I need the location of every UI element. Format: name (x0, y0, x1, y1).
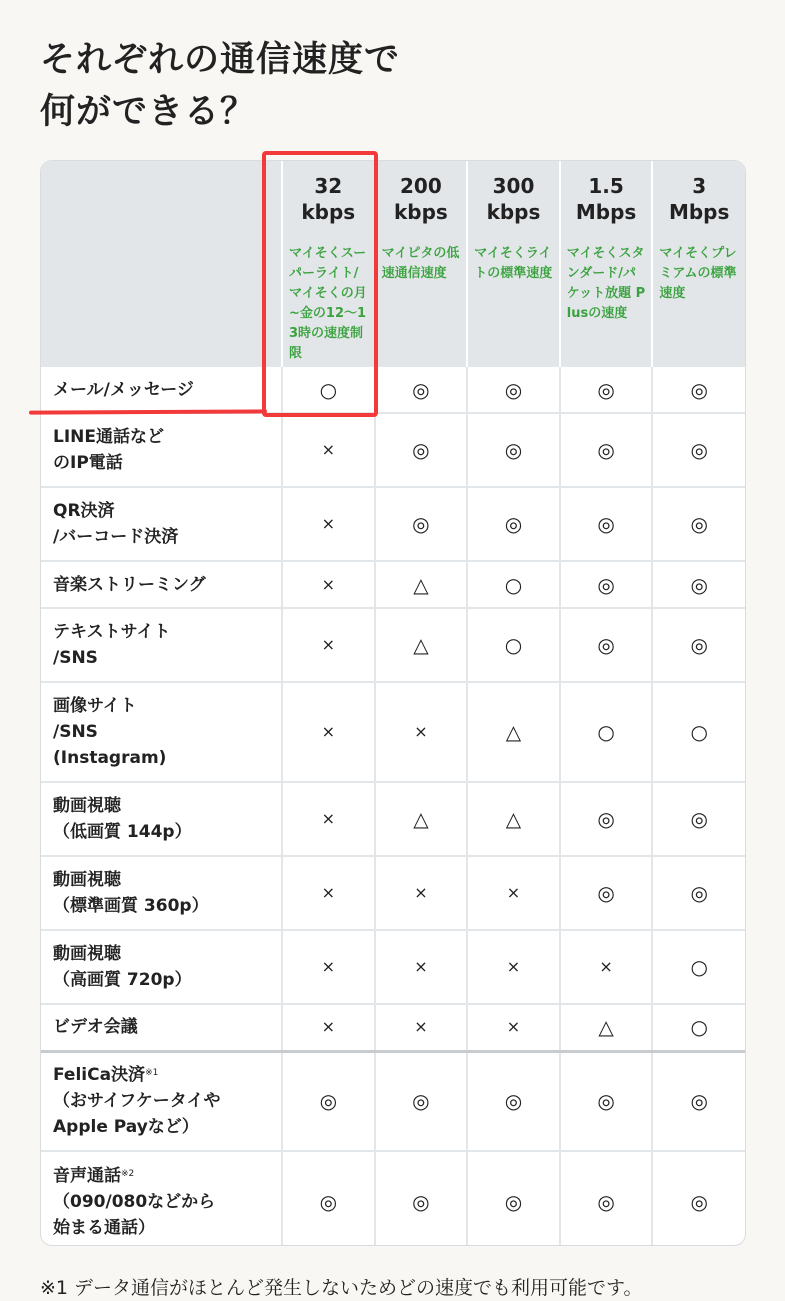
speed-label: 32 kbps (301, 174, 356, 224)
table-row (41, 782, 745, 856)
rating-symbol: ◎ (597, 807, 615, 831)
feature-label: LINE通話など のIP電話 (53, 427, 164, 473)
rating-symbol: ○ (504, 572, 523, 597)
rating-symbol: ○ (319, 377, 338, 402)
footnote-marker: ※2 (121, 1168, 135, 1179)
speed-label: 300 kbps (486, 174, 541, 224)
rating-symbol: × (414, 722, 428, 741)
feature-cell (41, 487, 282, 561)
feature-label: FeliCa決済 (53, 1065, 146, 1086)
rating-cell (652, 682, 745, 782)
rating-cell (467, 856, 560, 930)
rating-symbol: ◎ (597, 572, 615, 597)
rating-cell (560, 1151, 653, 1246)
table-row (41, 366, 745, 413)
rating-symbol: × (506, 957, 521, 976)
page-title (40, 34, 400, 138)
feature-label: 画像サイト /SNS (Instagram) (53, 696, 167, 768)
feature-detail: （090/080などから 始まる通話） (53, 1191, 216, 1238)
rating-cell (282, 682, 375, 782)
rating-symbol: ◎ (504, 512, 523, 536)
header-col-3mbps (652, 161, 745, 366)
rating-cell (652, 366, 745, 413)
rating-symbol: ◎ (597, 1089, 615, 1114)
rating-cell (375, 487, 468, 561)
header-col-1-5mbps (560, 161, 653, 366)
feature-label: 音声通話 (53, 1165, 121, 1186)
rating-symbol: ○ (504, 633, 523, 657)
rating-cell (652, 930, 745, 1004)
rating-cell (282, 1004, 375, 1051)
rating-symbol: ◎ (597, 377, 615, 402)
rating-cell (560, 366, 653, 413)
rating-symbol: ◎ (690, 572, 708, 597)
feature-label: 動画視聴 （低画質 144p） (53, 796, 192, 842)
rating-symbol: ◎ (690, 512, 708, 536)
table-row (41, 856, 745, 930)
rating-cell (560, 1004, 653, 1051)
feature-label: メール/メッセージ (53, 379, 194, 400)
table-row (41, 1151, 745, 1246)
rating-symbol: × (321, 514, 335, 533)
header-col-200kbps (375, 161, 468, 366)
highlight-box (262, 151, 378, 417)
rating-cell (560, 1051, 653, 1151)
rating-symbol: ◎ (319, 1089, 338, 1114)
rating-symbol: △ (505, 720, 522, 744)
rating-symbol: ◎ (412, 1089, 430, 1114)
rating-cell (282, 561, 375, 608)
footnote: ※1 データ通信がほとんど発生しないためどの速度でも利用可能です。 (40, 1277, 643, 1299)
rating-cell (652, 413, 745, 487)
rating-cell (282, 930, 375, 1004)
feature-label: 動画視聴 （標準画質 360p） (53, 870, 209, 916)
rating-cell (282, 1051, 375, 1151)
feature-label: 音楽ストリーミング (53, 574, 206, 595)
rating-cell (560, 930, 653, 1004)
speed-label: 200 kbps (393, 174, 448, 224)
rating-symbol: × (599, 957, 613, 976)
feature-cell (41, 561, 282, 608)
rating-cell (375, 782, 468, 856)
feature-cell (41, 782, 282, 856)
rating-symbol: △ (413, 807, 429, 831)
table-row (41, 413, 745, 487)
rating-symbol: ○ (690, 955, 708, 979)
rating-cell (467, 682, 560, 782)
rating-symbol: ○ (690, 720, 708, 744)
rating-symbol: ◎ (412, 438, 430, 462)
rating-cell (560, 682, 653, 782)
feature-cell (41, 1151, 282, 1246)
rating-cell (560, 561, 653, 608)
table-row (41, 1004, 745, 1051)
rating-cell (467, 930, 560, 1004)
speed-label: 1.5 Mbps (575, 174, 637, 224)
rating-cell (652, 856, 745, 930)
rating-cell (282, 608, 375, 682)
rating-symbol: × (321, 440, 335, 459)
rating-symbol: × (506, 1017, 521, 1037)
rating-cell (282, 487, 375, 561)
rating-cell (375, 930, 468, 1004)
feature-cell (41, 413, 282, 487)
feature-label: 動画視聴 （高画質 720p） (53, 944, 192, 990)
table-row (41, 930, 745, 1004)
rating-symbol: ◎ (690, 438, 708, 462)
feature-detail: （おサイフケータイや Apple Payなど） (53, 1091, 221, 1138)
rating-cell (282, 782, 375, 856)
rating-cell (652, 487, 745, 561)
rating-symbol: × (414, 883, 428, 902)
rating-symbol: × (414, 957, 428, 976)
table-row (41, 561, 745, 608)
rating-cell (560, 487, 653, 561)
rating-symbol: △ (598, 1015, 614, 1040)
rating-symbol: ◎ (597, 1189, 615, 1214)
rating-symbol: × (321, 809, 335, 828)
plan-label: マイそくスーパーライト/マイそくの月~金の12〜13時の速度制限 (289, 246, 367, 361)
rating-symbol: ◎ (597, 438, 615, 462)
rating-symbol: ◎ (597, 633, 615, 657)
rating-cell (467, 1004, 560, 1051)
rating-symbol: ○ (597, 720, 615, 744)
rating-symbol: ◎ (690, 633, 708, 657)
rating-symbol: ◎ (504, 438, 523, 462)
rating-symbol: ◎ (690, 807, 708, 831)
rating-cell (375, 608, 468, 682)
table-header-row (41, 161, 745, 366)
rating-symbol: ◎ (319, 1189, 338, 1214)
rating-cell (560, 608, 653, 682)
rating-cell (282, 1151, 375, 1246)
rating-cell (375, 1004, 468, 1051)
rating-symbol: ◎ (504, 1189, 523, 1214)
feature-cell (41, 682, 282, 782)
rating-cell (467, 1151, 560, 1246)
plan-label: マイそくプレミアムの標準速度 (659, 246, 737, 301)
feature-label: QR決済 /バーコード決済 (53, 501, 179, 547)
rating-cell (375, 1051, 468, 1151)
rating-cell (560, 413, 653, 487)
rating-symbol: △ (413, 572, 429, 597)
rating-cell (467, 1051, 560, 1151)
rating-symbol: × (321, 574, 335, 594)
rating-symbol: ◎ (690, 1089, 708, 1114)
table-row (41, 608, 745, 682)
rating-cell (467, 366, 560, 413)
table-row (41, 1051, 745, 1151)
rating-symbol: × (321, 635, 335, 654)
feature-label: テキストサイト /SNS (53, 622, 171, 668)
rating-symbol: ◎ (690, 377, 708, 402)
rating-symbol: △ (413, 633, 429, 657)
rating-cell (652, 608, 745, 682)
rating-cell (375, 1151, 468, 1246)
feature-cell (41, 856, 282, 930)
feature-cell (41, 608, 282, 682)
speed-label: 3 Mbps (668, 174, 730, 224)
rating-symbol: ◎ (504, 1089, 523, 1114)
rating-symbol: ○ (690, 1015, 708, 1040)
rating-cell (375, 366, 468, 413)
feature-label: ビデオ会議 (53, 1017, 138, 1038)
rating-symbol: × (321, 957, 335, 976)
rating-cell (375, 413, 468, 487)
table-row (41, 487, 745, 561)
rating-cell (560, 782, 653, 856)
rating-symbol: ◎ (690, 881, 708, 905)
rating-cell (467, 782, 560, 856)
rating-symbol: △ (505, 807, 522, 831)
rating-cell (652, 1151, 745, 1246)
rating-cell (467, 413, 560, 487)
rating-cell (652, 782, 745, 856)
header-col-300kbps (467, 161, 560, 366)
rating-symbol: ◎ (412, 377, 430, 402)
rating-symbol: ◎ (412, 512, 430, 536)
plan-label: マイピタの低速通信速度 (381, 246, 460, 281)
speed-comparison-table (40, 160, 746, 1246)
rating-cell (467, 561, 560, 608)
title-line-1: それぞれの通信速度で (40, 40, 401, 80)
title-line-2: 何ができる？ (40, 92, 257, 132)
rating-symbol: ◎ (597, 512, 615, 536)
rating-symbol: × (321, 883, 335, 902)
rating-symbol: × (414, 1017, 428, 1037)
feature-cell (41, 366, 282, 413)
feature-cell (41, 1051, 282, 1151)
rating-symbol: × (321, 1017, 335, 1037)
rating-symbol: × (506, 883, 521, 902)
rating-cell (652, 1004, 745, 1051)
rating-symbol: ◎ (597, 881, 615, 905)
rating-cell (467, 608, 560, 682)
feature-cell (41, 930, 282, 1004)
rating-cell (375, 561, 468, 608)
table-row (41, 682, 745, 782)
rating-cell (467, 487, 560, 561)
rating-cell (375, 856, 468, 930)
rating-cell (282, 856, 375, 930)
header-corner-cell (41, 161, 282, 366)
rating-cell (282, 413, 375, 487)
footnote-marker: ※1 (145, 1068, 159, 1079)
rating-cell (652, 561, 745, 608)
rating-symbol: ◎ (690, 1189, 708, 1214)
feature-cell (41, 1004, 282, 1051)
rating-cell (560, 856, 653, 930)
rating-cell (375, 682, 468, 782)
rating-symbol: ◎ (412, 1189, 430, 1214)
plan-label: マイそくスタンダード/パケット放題 Plusの速度 (566, 246, 646, 321)
rating-symbol: ◎ (504, 377, 523, 402)
rating-symbol: × (321, 722, 335, 741)
rating-cell (652, 1051, 745, 1151)
plan-label: マイそくライトの標準速度 (474, 246, 553, 281)
